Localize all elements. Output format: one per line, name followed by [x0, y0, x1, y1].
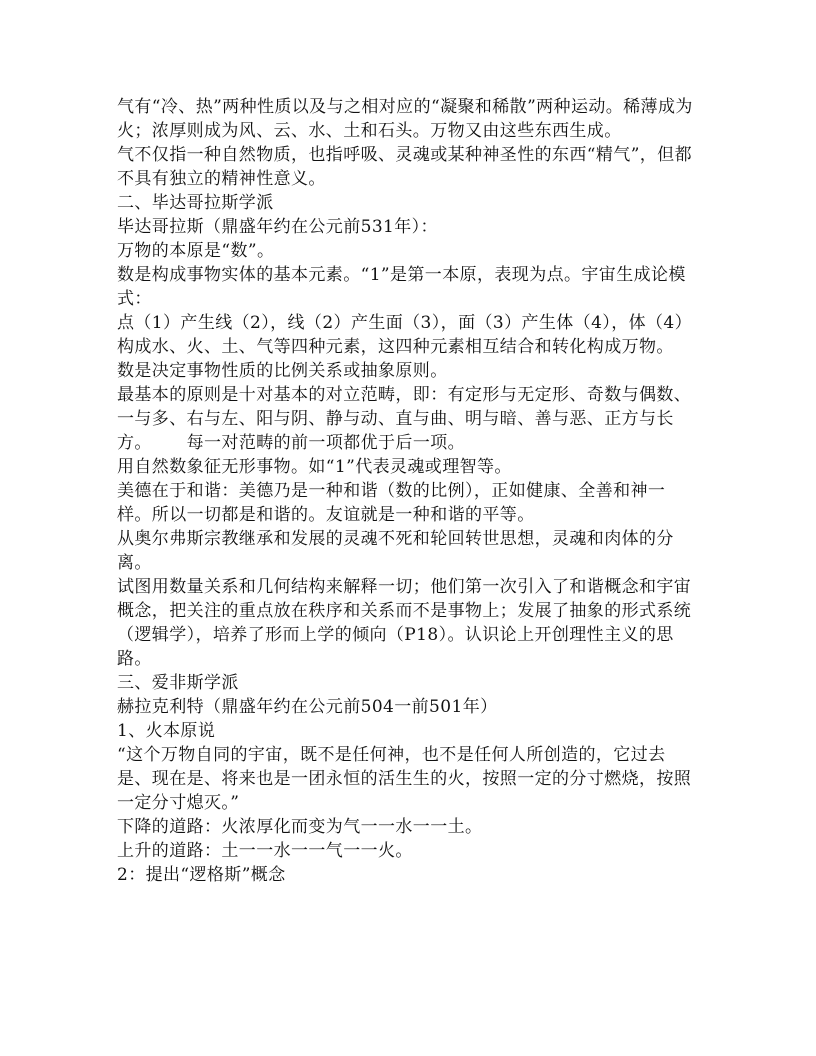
paragraph: 从奥尔弗斯宗教继承和发展的灵魂不死和轮回转世思想，灵魂和肉体的分离。: [117, 529, 674, 573]
paragraph: 试图用数量关系和几何结构来解释一切；他们第一次引入了和谐概念和宇宙概念，把关注的重点放在秩序和关系而不是事物上；发展了抽象的形式系统（逻辑学），培养了形而上学的倾向（P18）。认识论上开创理性主义的思路。: [117, 577, 692, 669]
paragraph: 气不仅指一种自然物质，也指呼吸、灵魂或某种神圣性的东西“精气”，但都不具有独立的精神性意义。: [117, 145, 692, 189]
section-heading: 二、毕达哥拉斯学派: [117, 193, 274, 213]
subsection-heading: 2：提出“逻格斯”概念: [117, 865, 286, 885]
paragraph: 用自然数象征无形事物。如“1”代表灵魂或理智等。: [117, 457, 512, 477]
paragraph: 数是构成事物实体的基本元素。“1”是第一本原，表现为点。宇宙生成论模式：: [117, 265, 686, 309]
paragraph: 毕达哥拉斯（鼎盛年约在公元前531年）：: [117, 217, 438, 237]
paragraph: 气有“冷、热”两种性质以及与之相对应的“凝聚和稀散”两种运动。稀薄成为火；浓厚则成为风、云、水、土和石头。万物又由这些东西生成。: [117, 97, 693, 141]
paragraph: 上升的道路：土一一水一一气一一火。: [117, 841, 413, 861]
paragraph: 赫拉克利特（鼎盛年约在公元前504一前501年）: [117, 697, 498, 717]
section-heading: 三、爱非斯学派: [117, 673, 239, 693]
subsection-heading: 1、火本原说: [117, 721, 216, 741]
paragraph: 点（1）产生线（2），线（2）产生面（3），面（3）产生体（4），体（4）构成水、火、土、气等四种元素，这四种元素相互结合和转化构成万物。: [117, 313, 693, 357]
paragraph: 万物的本原是“数”。: [117, 241, 275, 261]
quote-paragraph: “这个万物自同的宇宙，既不是任何神，也不是任何人所创造的，它过去是、现在是、将来也是一团永恒的活生生的火，按照一定的分寸燃烧，按照一定分寸熄灭。”: [117, 745, 692, 813]
paragraph: 下降的道路：火浓厚化而变为气一一水一一土。: [117, 817, 483, 837]
paragraph: 最基本的原则是十对基本的对立范畴，即：有定形与无定形、奇数与偶数、一与多、右与左、阳与阴、静与动、直与曲、明与暗、善与恶、正方与长方。 每一对范畴的前一项都优于后一项。: [117, 385, 692, 453]
document-body: [117, 95, 699, 887]
paragraph: 数是决定事物性质的比例关系或抽象原则。: [117, 361, 448, 381]
paragraph: 美德在于和谐：美德乃是一种和谐（数的比例），正如健康、全善和神一样。所以一切都是和谐的。友谊就是一种和谐的平等。: [117, 481, 666, 525]
